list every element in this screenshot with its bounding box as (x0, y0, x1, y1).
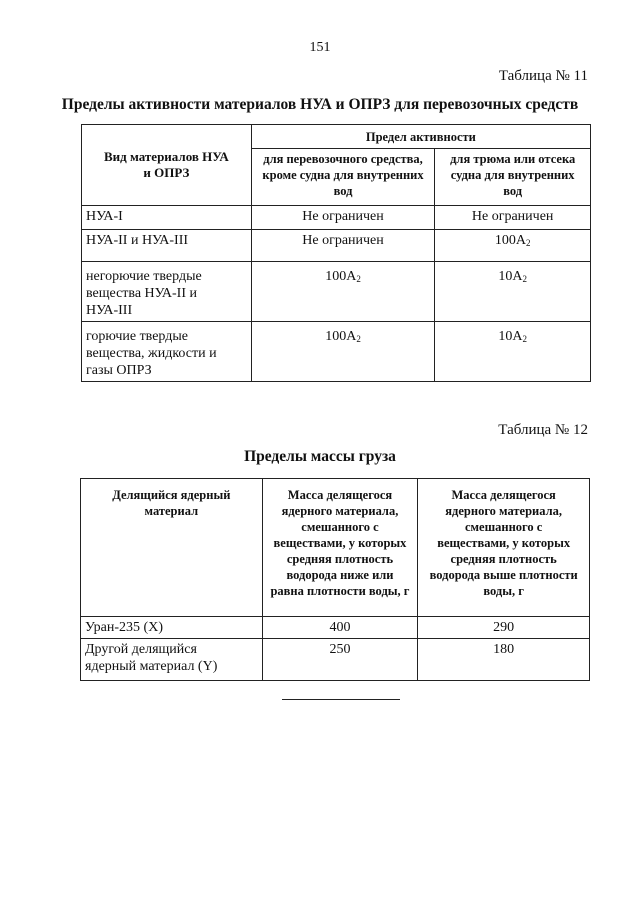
table-row (82, 262, 591, 322)
mass-below-cell: 400 (262, 617, 418, 639)
vehicle-subscript: 2 (356, 334, 361, 344)
table-12-title: Пределы массы груза (244, 448, 396, 465)
table-row (82, 322, 591, 382)
hold-limit-cell (435, 230, 591, 262)
vehicle-value: 100A (325, 329, 357, 344)
mass-limits-table (80, 478, 590, 681)
material-text-line: НУА-III (86, 303, 133, 318)
hold-value: 100A (494, 233, 526, 248)
vehicle-limit-cell: Не ограничен (251, 230, 435, 262)
header-material-type: Вид материалов НУА и ОПРЗ (82, 125, 252, 206)
vehicle-limit-cell (251, 262, 435, 322)
header-vehicle: для перевозочного средства, кроме судна для внутренних вод (251, 149, 435, 206)
header-mass-above: Масса делящегося ядерного материала, смешанного с веществами, у которых средняя плотность водорода выше плотности воды, г (418, 479, 590, 617)
header-fissile-material: Делящийся ядерный материал (81, 479, 263, 617)
material-cell: НУА-I (82, 206, 252, 230)
vehicle-limit-cell: Не ограничен (251, 206, 435, 230)
hold-limit-cell (435, 262, 591, 322)
material-cell (81, 639, 263, 681)
hold-value: 10A (498, 329, 523, 344)
header-mass-below: Масса делящегося ядерного материала, смешанного с веществами, у которых средняя плотность водорода ниже или равна плотности воды, г (262, 479, 418, 617)
vehicle-subscript: 2 (356, 274, 361, 284)
material-text-line: горючие твердые вещества, жидкости и (86, 329, 217, 361)
material-text-line: ядерный материал (Y) (85, 659, 218, 674)
material-cell (82, 262, 252, 322)
material-cell: Уран-235 (X) (81, 617, 263, 639)
vehicle-value: 100A (325, 269, 357, 284)
hold-limit-cell (435, 322, 591, 382)
table-row (81, 639, 590, 681)
material-text-line: газы ОПРЗ (86, 363, 152, 378)
hold-limit-cell: Не ограничен (435, 206, 591, 230)
material-text-line: негорючие твердые вещества НУА-II и (86, 269, 202, 301)
activity-limits-table (81, 124, 591, 382)
material-cell: НУА-II и НУА-III (82, 230, 252, 262)
table-11-title: Пределы активности материалов НУА и ОПРЗ для перевозочных средств (61, 96, 579, 113)
header-activity-limit: Предел активности (251, 125, 590, 149)
table-row (81, 617, 590, 639)
mass-below-cell: 250 (262, 639, 418, 681)
header-hold: для трюма или отсека судна для внутренних вод (435, 149, 591, 206)
table-11-label: Таблица № 11 (498, 68, 588, 84)
hold-subscript: 2 (525, 238, 531, 248)
table-12-label: Таблица № 12 (498, 422, 588, 438)
material-text-line: Другой делящийся (85, 642, 197, 657)
material-cell (82, 322, 252, 382)
page-number: 151 (309, 40, 331, 55)
hold-subscript: 2 (522, 274, 527, 284)
mass-above-cell: 290 (418, 617, 590, 639)
table-row (82, 230, 591, 262)
hold-value: 10A (498, 269, 523, 284)
mass-above-cell: 180 (418, 639, 590, 681)
vehicle-limit-cell (251, 322, 435, 382)
table-row (82, 206, 591, 230)
hold-subscript: 2 (522, 334, 527, 344)
end-divider (282, 699, 400, 700)
